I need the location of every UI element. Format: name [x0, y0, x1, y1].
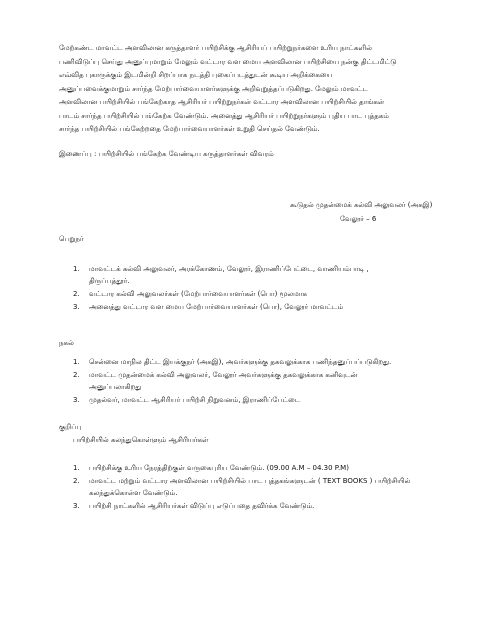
list-item: [59, 356, 459, 368]
signature-title: கூடுதல் முதன்மைக் கல்வி அலுவலர் (அகஇ): [290, 201, 433, 209]
note-subheading: பயிற்சியில் கலந்துகொள்ளும் ஆசிரியர்கள்: [73, 436, 209, 444]
list-item: [59, 288, 449, 300]
list-number: 2.: [73, 477, 80, 485]
list-text: அனுப்பலாகிறது: [89, 383, 142, 391]
intro-line: பாடம் சார்ந்த பயிற்சியில் பங்கேற்க வேண்டும். அனைத்து ஆசிரியர் பயிற்றுநர்களும் புதிய பாட புத்தகம்: [59, 111, 389, 120]
list-item: [59, 462, 459, 474]
list-text: கலந்துக்கொள்ள வேண்டும்.: [89, 489, 178, 497]
list-item: [59, 263, 449, 287]
signature-place: வேலூர் – 6: [340, 215, 377, 223]
list-text: மாவட்ட முதன்மைக் கல்வி அலுவலர், வேலூர் அவர்களுக்கு தகவலுக்காக கனிவுடன்: [89, 371, 358, 379]
list-number: 3.: [73, 303, 80, 311]
list-item: [59, 475, 459, 499]
intro-paragraph: [59, 42, 439, 137]
list-number: 3.: [73, 396, 80, 404]
intro-line: மேற்கண்ட மாவட்ட அளவிலான கருத்தாளர் பயிற்சிக்கு ஆசிரியப் பயிற்றுநர்களை உரிய நாட்களில்: [59, 44, 372, 52]
copy-heading: நகல்: [59, 339, 74, 347]
list-item: [59, 394, 459, 406]
list-text: மாவட்ட மற்றும் வட்டார அளவிலான பயிற்சியில் பாட புத்தகங்களுடன் ( TEXT BOOKS ) பயிற்சியில்: [89, 477, 411, 485]
list-text: திருப்பத்தூர்.: [89, 277, 130, 285]
list-number: 1.: [73, 358, 80, 366]
list-number: 2.: [73, 290, 80, 298]
list-item: [59, 500, 459, 512]
list-text: மாவட்டக் கல்வி அலுவலர், அரக்கோணம், வேலூர், இராணிப்பேட்டை, வாணியம்பாடி ,: [89, 265, 369, 273]
list-number: 1.: [73, 265, 80, 273]
intro-line: அனுப்பவைக்குமாறும் சார்ந்த மேற்பார்வையாளர்களுக்கு அறிவுறுத்தப்படுகிறது. மேலும் மாவட்ட: [59, 84, 368, 93]
list-text: பயிற்சி நாட்களில் ஆசிரியர்கள் விடுப்பு எடுப்பதை தவிர்க்க வேண்டும்.: [89, 502, 315, 510]
list-text: சென்னை மாநில திட்ட இயக்குநர் (அகஇ), அவர்களுக்கு தகவலுக்காக பணிந்தனுப்பப்படுகிறது.: [89, 358, 392, 366]
list-number: 1.: [73, 464, 80, 472]
recipients-list: [59, 263, 449, 314]
intro-line: எவ்வித புகாருக்கும் இடமின்றி சிறப்பாக நடத்தி புகைப்படத்துடன் கூடிய அறிக்கையை: [59, 71, 333, 79]
intro-line: அளவிலான பயிற்சியில் பங்கேற்காத ஆசிரியர் பயிற்றுநர்கள் வட்டார அளவிலான பயிற்சியில் தாங்கள்: [59, 98, 385, 106]
list-text: பயிற்சிக்கு உரிய நேரத்திற்குள் வருகைபுரிய வேண்டும். (09.00 A.M – 04.30 P.M): [89, 464, 349, 472]
list-text: அனைத்து வட்டார வள மைய மேற்பார்வையாளர்கள் (பொ), வேலூர் மாவட்டம்: [89, 303, 344, 311]
list-text: வட்டார கல்வி அலுவலர்கள் (மேற்பார்வையாளர்கள் (பொ) மூலமாக: [89, 290, 307, 298]
attachment-line: இணைப்பு : பயிற்சியில் பங்கேற்க வேண்டிய கருத்தாளர்கள் விவரம்: [59, 150, 274, 158]
list-item: [59, 301, 449, 313]
intro-line: பணிவிடுப்பு செய்து அனுப்புமாறும் மேலும் வட்டார வள மைய அளவிலான பயிற்சியை நன்கு திட்டமிட்டு: [59, 57, 397, 66]
note-list: [59, 462, 459, 513]
note-heading: குறிப்பு: [59, 423, 82, 431]
copy-list: [59, 356, 459, 407]
recipients-heading: பெறுநர்: [59, 235, 84, 243]
list-item: [59, 369, 459, 393]
list-number: 3.: [73, 502, 80, 510]
list-number: 2.: [73, 371, 80, 379]
list-text: முதல்வர், மாவட்ட ஆசிரியர் பயிற்சி நிறுவனம், இராணிப்பேட்டை: [89, 396, 301, 404]
intro-line: சார்ந்த பயிற்சியில் பங்கேற்றதை மேற்பார்வையாளர்கள் உறுதி செய்தல் வேண்டும்.: [59, 125, 320, 133]
